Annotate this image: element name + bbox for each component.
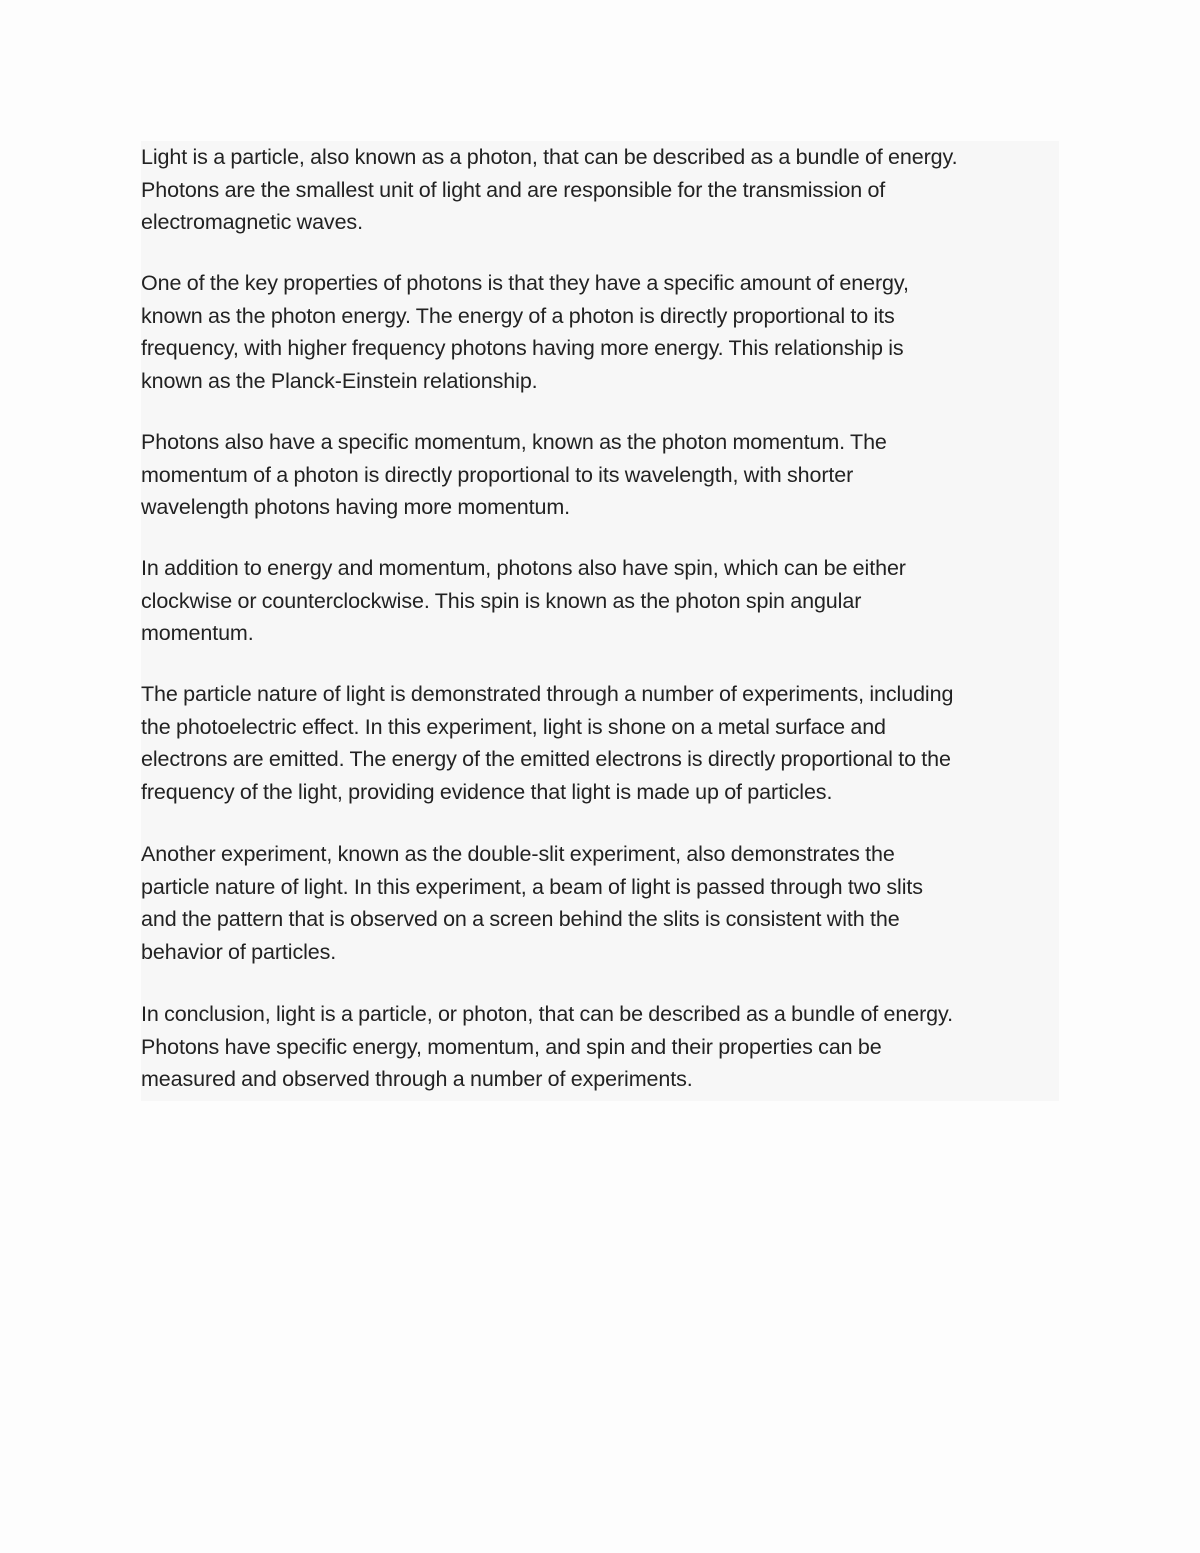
paragraph-line: particle nature of light. In this experiment, a beam of light is passed through two slits xyxy=(141,874,923,899)
paragraph-line: Photons have specific energy, momentum, and spin and their properties can be xyxy=(141,1034,882,1059)
paragraph-line: One of the key properties of photons is that they have a specific amount of energy, xyxy=(141,271,909,295)
paragraph-line: Photons are the smallest unit of light and are responsible for the transmission of xyxy=(141,177,886,202)
paragraph-line: known as the Planck-Einstein relationship. xyxy=(141,368,538,393)
paragraph-photon-energy xyxy=(141,267,1059,397)
paragraph-line: wavelength photons having more momentum. xyxy=(141,495,571,520)
paragraph-line: the photoelectric effect. In this experiment, light is shone on a metal surface and xyxy=(141,714,886,739)
paragraph-photon-spin xyxy=(141,552,1059,650)
paragraph-line: clockwise or counterclockwise. This spin is known as the photon spin angular xyxy=(141,588,862,613)
text-block xyxy=(141,141,1059,1101)
paragraph-line: momentum. xyxy=(141,621,254,646)
paragraph-line: Photons also have a specific momentum, known as the photon momentum. The xyxy=(141,430,887,454)
paragraph-line: The particle nature of light is demonstrated through a number of experiments, including xyxy=(141,682,954,706)
paragraph-line: known as the photon energy. The energy of a photon is directly proportional to its xyxy=(141,303,895,328)
paragraph-conclusion xyxy=(141,998,1059,1096)
paragraph-line: electromagnetic waves. xyxy=(141,210,363,235)
paragraph-line: measured and observed through a number of experiments. xyxy=(141,1067,693,1092)
paragraph-line: In addition to energy and momentum, photons also have spin, which can be either xyxy=(141,556,906,580)
paragraph-intro xyxy=(141,141,1059,239)
paragraph-line: behavior of particles. xyxy=(141,939,337,964)
paragraph-double-slit xyxy=(141,838,1059,968)
paragraph-line: frequency, with higher frequency photons having more energy. This relationship is xyxy=(141,336,904,361)
paragraph-line: In conclusion, light is a particle, or photon, that can be described as a bundle of energy. xyxy=(141,1002,953,1026)
paragraph-line: and the pattern that is observed on a screen behind the slits is consistent with the xyxy=(141,907,900,932)
paragraph-line: frequency of the light, providing evidence that light is made up of particles. xyxy=(141,779,833,804)
paragraph-photon-momentum xyxy=(141,426,1059,524)
paragraph-line: Light is a particle, also known as a photon, that can be described as a bundle of energy. xyxy=(141,145,958,169)
paragraph-line: Another experiment, known as the double-slit experiment, also demonstrates the xyxy=(141,842,895,866)
paragraph-line: electrons are emitted. The energy of the emitted electrons is directly proportional to the xyxy=(141,747,951,772)
paragraph-photoelectric-effect xyxy=(141,678,1059,808)
paragraph-line: momentum of a photon is directly proportional to its wavelength, with shorter xyxy=(141,462,854,487)
